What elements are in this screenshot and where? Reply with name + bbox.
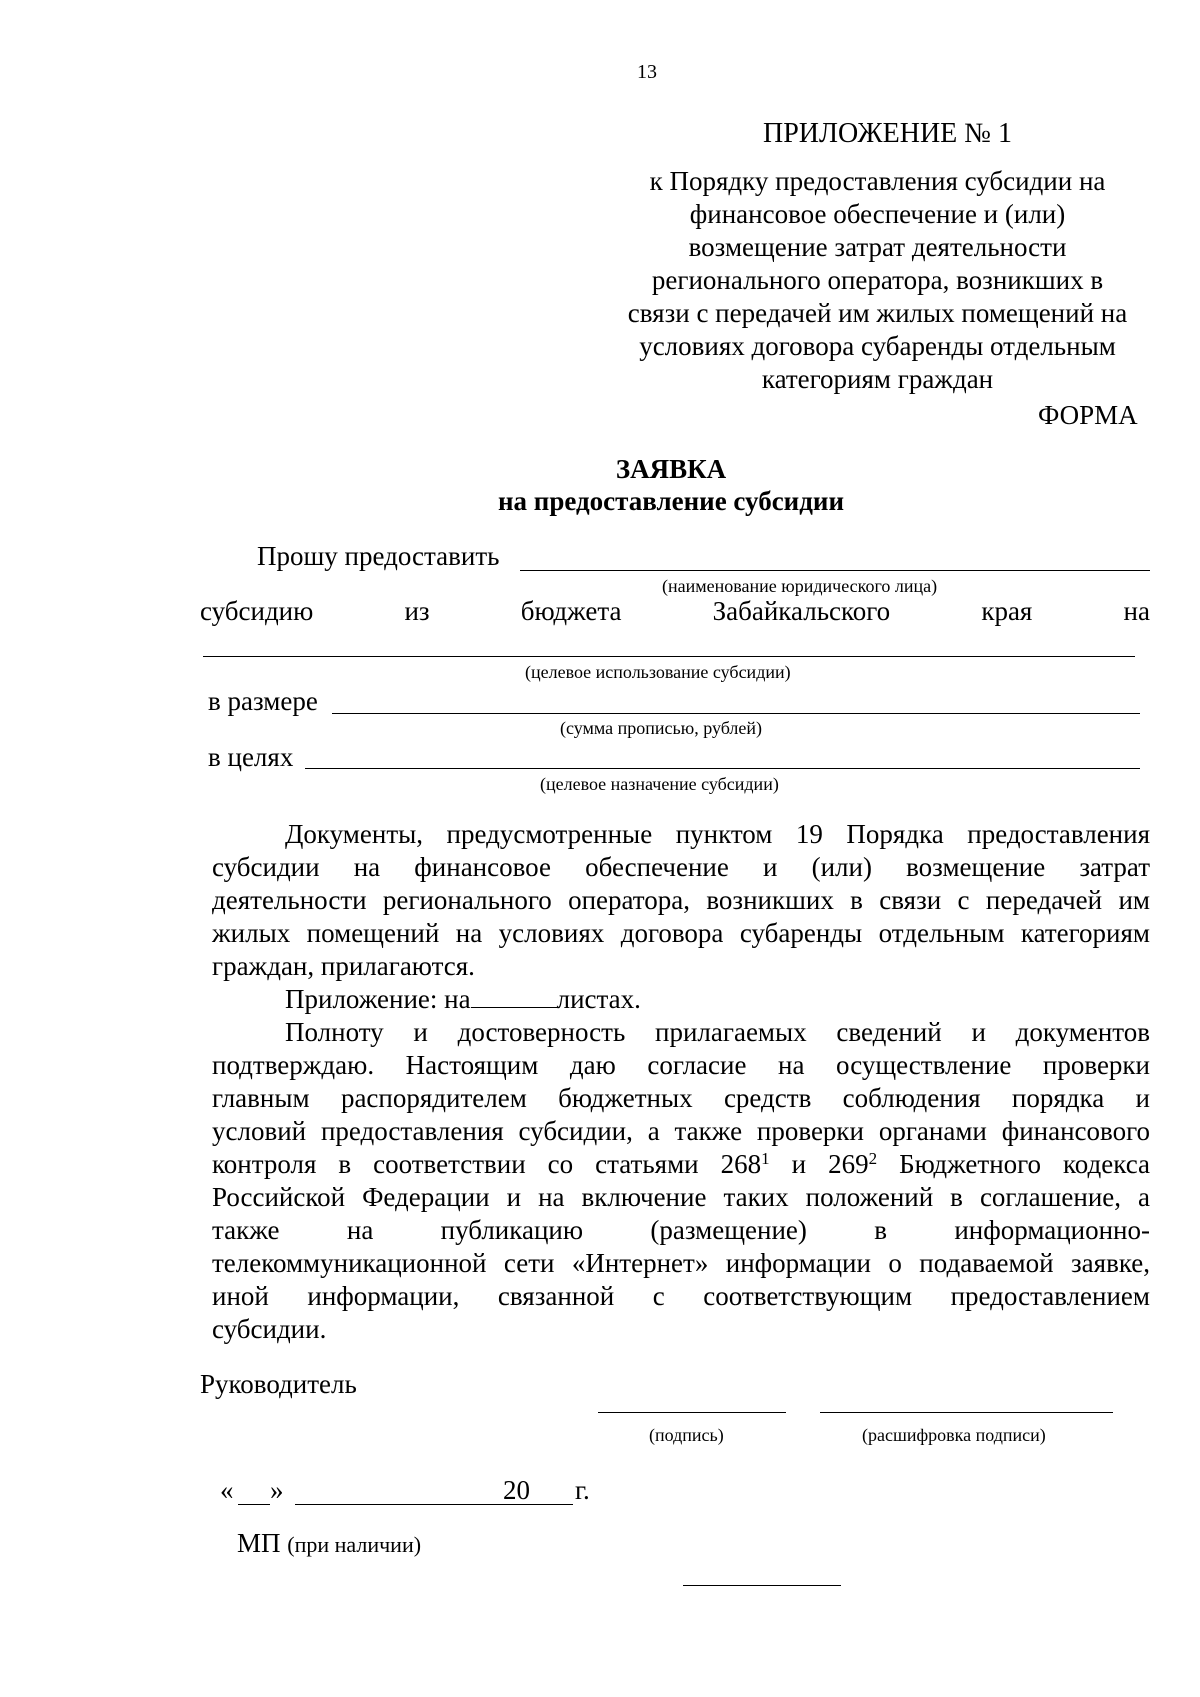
page-number: 13 (637, 61, 657, 83)
appendix-line: условиях договора субаренды отдельным (639, 331, 1116, 361)
attachment-sheets-field[interactable] (471, 985, 557, 1008)
para3-line: подтверждаю. Настоящим даю согласие на осуществление проверки (212, 1050, 1150, 1080)
para1-line: жилых помещений на условиях договора субаренды отдельным категориям (212, 918, 1150, 948)
goals-label: в целях (208, 742, 294, 772)
stamp-label: МП (237, 1528, 281, 1558)
appendix-line: связи с передачей им жилых помещений на (627, 298, 1128, 328)
legal-entity-caption: (наименование юридического лица) (662, 576, 938, 596)
budget-word: края (981, 596, 1033, 626)
signature-decoding-field[interactable] (820, 1412, 1113, 1413)
appendix-line: категориям граждан (761, 364, 994, 394)
para1-line: граждан, прилагаются. (212, 951, 475, 981)
articles-middle: и 269 (769, 1149, 869, 1179)
budget-word: на (1123, 596, 1150, 626)
budget-word: субсидию (200, 596, 314, 626)
legal-entity-field[interactable] (520, 570, 1150, 571)
para3-line: Полноту и достоверность прилагаемых сведений и документов (285, 1017, 1150, 1047)
signature-caption: (подпись) (649, 1425, 724, 1445)
para3-line: главным распорядителем бюджетных средств соблюдения порядка и (212, 1083, 1150, 1113)
head-label: Руководитель (200, 1369, 357, 1399)
appendix-title: ПРИЛОЖЕНИЕ № 1 (763, 118, 1012, 149)
date-close-quote: » (270, 1475, 284, 1505)
goals-caption: (целевое назначение субсидии) (540, 774, 779, 794)
budget-word: из (404, 596, 430, 626)
amount-label: в размере (208, 686, 318, 716)
budget-word: Забайкальского (712, 596, 891, 626)
purpose-use-caption: (целевое использование субсидии) (525, 662, 791, 682)
attachment-suffix: листах. (556, 984, 641, 1014)
para1-line: Документы, предусмотренные пунктом 19 Порядка предоставления (285, 819, 1150, 849)
amount-field[interactable] (332, 713, 1140, 714)
articles-before: контроля в соответствии со статьями 268 (212, 1149, 762, 1179)
year-prefix: 20 (503, 1475, 530, 1505)
appendix-line: регионального оператора, возникших в (651, 265, 1104, 295)
para1-line: деятельности регионального оператора, возникших в связи с передачей им (212, 885, 1150, 915)
para3-line: условий предоставления субсидии, а также проверки органами финансового (212, 1116, 1150, 1146)
signature-field[interactable] (598, 1412, 786, 1413)
request-label: Прошу предоставить (257, 541, 500, 571)
para3-line: также на публикацию (размещение) в информационно- (212, 1215, 1150, 1245)
stamp-note: (при наличии) (287, 1532, 422, 1557)
budget-word: бюджета (520, 596, 622, 626)
signature-decoding-caption: (расшифровка подписи) (862, 1425, 1046, 1445)
amount-caption: (сумма прописью, рублей) (560, 718, 763, 738)
appendix-line: финансовое обеспечение и (или) (689, 199, 1066, 229)
para3-line: Российской Федерации и на включение таких положений в соглашение, а (212, 1182, 1150, 1212)
year-suffix: г. (575, 1475, 590, 1505)
document-subtitle: на предоставление субсидии (497, 486, 845, 516)
document-title: ЗАЯВКА (615, 454, 727, 484)
stamp-line (237, 1530, 421, 1557)
attachment-prefix: Приложение: на (285, 984, 471, 1014)
date-month-field[interactable] (295, 1504, 573, 1505)
para3-line: телекоммуникационной сети «Интернет» информации о подаваемой заявке, (212, 1248, 1150, 1278)
appendix-subtitle (605, 165, 1150, 396)
date-open-quote: « (220, 1475, 234, 1505)
article-sup-2: 2 (868, 1149, 878, 1168)
appendix-line: возмещение затрат деятельности (688, 232, 1067, 262)
separator-line (683, 1585, 841, 1586)
para1-line: субсидии на финансовое обеспечение и (или) возмещение затрат (212, 852, 1150, 882)
para3-line: субсидии. (212, 1314, 327, 1344)
purpose-use-field[interactable] (203, 656, 1135, 657)
appendix-line: к Порядку предоставления субсидии на (649, 166, 1106, 196)
para3-line: иной информации, связанной с соответствующим предоставлением (212, 1281, 1150, 1311)
attachment-line (285, 983, 641, 1016)
goals-field[interactable] (305, 768, 1140, 769)
articles-after: Бюджетного кодекса (877, 1149, 1150, 1179)
form-label: ФОРМА (1038, 400, 1138, 430)
para3-line-articles (212, 1148, 1150, 1181)
budget-line (200, 596, 1150, 626)
article-sup-1: 1 (761, 1149, 770, 1168)
date-day-field[interactable] (238, 1504, 270, 1505)
